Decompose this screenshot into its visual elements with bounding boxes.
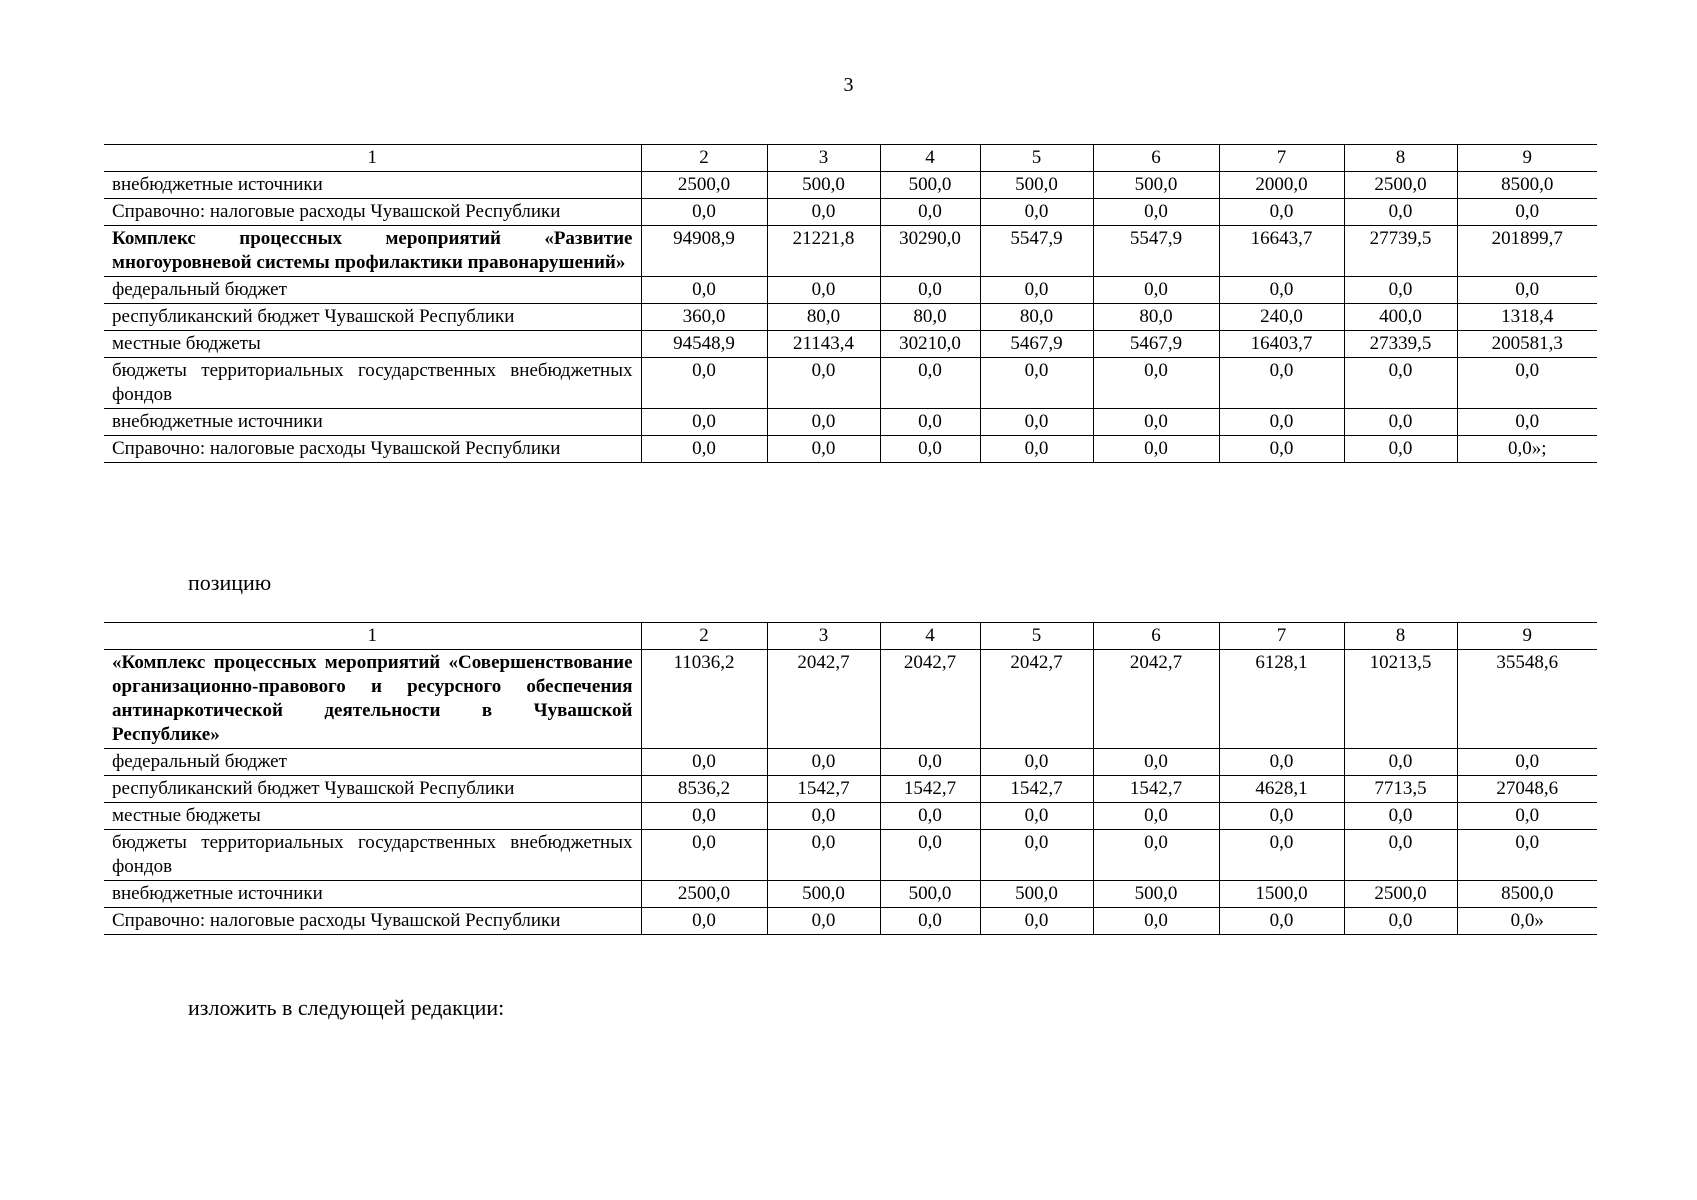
value-cell: 80,0	[767, 304, 880, 331]
table-row	[104, 749, 1597, 776]
value-cell: 80,0	[1093, 304, 1219, 331]
value-cell: 0,0	[880, 199, 980, 226]
value-cell: 0,0	[1093, 409, 1219, 436]
instruction-text: изложить в следующей редакции:	[188, 995, 505, 1020]
row-label: внебюджетные источники	[112, 883, 323, 904]
value-cell: 500,0	[1093, 172, 1219, 199]
value-cell: 6128,1	[1219, 650, 1344, 749]
value-cell: 2500,0	[641, 881, 767, 908]
table-row	[104, 436, 1597, 463]
value-cell: 2042,7	[1093, 650, 1219, 749]
value-cell: 10213,5	[1344, 650, 1457, 749]
value-cell: 30290,0	[880, 226, 980, 277]
value-cell: 1542,7	[1093, 776, 1219, 803]
value-cell: 5467,9	[1093, 331, 1219, 358]
value-cell: 0,0	[1457, 199, 1597, 226]
value-cell: 1542,7	[880, 776, 980, 803]
value-cell: 21221,8	[767, 226, 880, 277]
row-label: Комплекс процессных мероприятий «Развитие многоуровневой системы профилактики правонарушений»	[112, 228, 633, 273]
value-cell: 5547,9	[980, 226, 1093, 277]
value-cell: 360,0	[641, 304, 767, 331]
value-cell: 0,0	[980, 199, 1093, 226]
value-cell: 2500,0	[641, 172, 767, 199]
column-header: 6	[1093, 623, 1219, 650]
value-cell: 0,0	[880, 436, 980, 463]
value-cell: 80,0	[980, 304, 1093, 331]
value-cell: 30210,0	[880, 331, 980, 358]
value-cell: 0,0	[767, 749, 880, 776]
column-header: 1	[367, 625, 377, 646]
value-cell: 0,0	[1344, 358, 1457, 409]
value-cell: 240,0	[1219, 304, 1344, 331]
value-cell: 2042,7	[880, 650, 980, 749]
table-row	[104, 358, 1597, 409]
column-header: 6	[1093, 145, 1219, 172]
row-label: Справочно: налоговые расходы Чувашской Республики	[112, 910, 561, 931]
value-cell: 0,0	[1457, 358, 1597, 409]
value-cell: 0,0	[1219, 803, 1344, 830]
value-cell: 21143,4	[767, 331, 880, 358]
table-row	[104, 409, 1597, 436]
value-cell: 0,0	[880, 358, 980, 409]
value-cell: 94908,9	[641, 226, 767, 277]
value-cell: 0,0	[880, 830, 980, 881]
row-label: внебюджетные источники	[112, 411, 323, 432]
value-cell: 8500,0	[1457, 881, 1597, 908]
value-cell: 16643,7	[1219, 226, 1344, 277]
value-cell: 0,0	[880, 277, 980, 304]
instruction-text: позицию	[188, 570, 272, 595]
value-cell: 0,0	[1457, 749, 1597, 776]
value-cell: 500,0	[767, 172, 880, 199]
value-cell: 8536,2	[641, 776, 767, 803]
value-cell: 0,0	[880, 749, 980, 776]
budget-table-2	[104, 622, 1597, 935]
value-cell: 5467,9	[980, 331, 1093, 358]
value-cell: 2000,0	[1219, 172, 1344, 199]
value-cell: 0,0	[1093, 436, 1219, 463]
value-cell: 0,0	[1219, 830, 1344, 881]
column-header: 9	[1457, 623, 1597, 650]
value-cell: 0,0	[880, 908, 980, 935]
value-cell: 0,0	[980, 749, 1093, 776]
value-cell: 0,0	[1457, 803, 1597, 830]
value-cell: 500,0	[767, 881, 880, 908]
value-cell: 0,0	[980, 358, 1093, 409]
row-label: внебюджетные источники	[112, 174, 323, 195]
value-cell: 0,0	[767, 436, 880, 463]
row-label: «Комплекс процессных мероприятий «Совершенствование организационно-правового и ресурсного обеспечения антинаркотической деятельности в Чувашской Республике»	[112, 652, 633, 745]
column-header: 2	[641, 145, 767, 172]
row-label: Справочно: налоговые расходы Чувашской Республики	[112, 201, 561, 222]
value-cell: 0,0	[980, 277, 1093, 304]
row-label: федеральный бюджет	[112, 279, 287, 300]
value-cell: 8500,0	[1457, 172, 1597, 199]
value-cell: 0,0	[767, 409, 880, 436]
value-cell: 0,0	[767, 830, 880, 881]
value-cell: 0,0	[1219, 409, 1344, 436]
budget-table-1	[104, 144, 1597, 463]
value-cell: 0,0	[980, 436, 1093, 463]
table-row	[104, 881, 1597, 908]
column-header: 9	[1457, 145, 1597, 172]
value-cell: 0,0	[641, 199, 767, 226]
value-cell: 0,0	[1219, 199, 1344, 226]
value-cell: 0,0	[641, 830, 767, 881]
column-header: 8	[1344, 145, 1457, 172]
value-cell: 0,0	[767, 277, 880, 304]
table-row	[104, 650, 1597, 749]
value-cell: 0,0	[1093, 199, 1219, 226]
value-cell: 0,0	[767, 199, 880, 226]
column-header: 3	[767, 623, 880, 650]
column-header: 7	[1219, 623, 1344, 650]
value-cell: 200581,3	[1457, 331, 1597, 358]
value-cell: 1542,7	[980, 776, 1093, 803]
value-cell: 0,0	[641, 358, 767, 409]
column-header: 5	[980, 623, 1093, 650]
row-label: республиканский бюджет Чувашской Республики	[112, 306, 515, 327]
value-cell: 500,0	[1093, 881, 1219, 908]
value-cell: 0,0	[1219, 358, 1344, 409]
value-cell: 0,0	[767, 803, 880, 830]
row-label: местные бюджеты	[112, 805, 261, 826]
value-cell: 400,0	[1344, 304, 1457, 331]
value-cell: 0,0»;	[1457, 436, 1597, 463]
table-header-row	[104, 145, 1597, 172]
table-row	[104, 776, 1597, 803]
row-label: бюджеты территориальных государственных внебюджетных фондов	[112, 360, 633, 405]
value-cell: 0,0	[1457, 830, 1597, 881]
value-cell: 0,0	[1219, 436, 1344, 463]
value-cell: 0,0	[980, 409, 1093, 436]
value-cell: 27339,5	[1344, 331, 1457, 358]
value-cell: 500,0	[880, 172, 980, 199]
value-cell: 0,0	[1093, 358, 1219, 409]
value-cell: 0,0	[641, 908, 767, 935]
table-row	[104, 226, 1597, 277]
value-cell: 2042,7	[767, 650, 880, 749]
table-row	[104, 199, 1597, 226]
value-cell: 0,0	[641, 749, 767, 776]
value-cell: 2042,7	[980, 650, 1093, 749]
value-cell: 0,0	[1093, 830, 1219, 881]
table-row	[104, 172, 1597, 199]
value-cell: 7713,5	[1344, 776, 1457, 803]
value-cell: 1542,7	[767, 776, 880, 803]
page-number: 3	[843, 74, 854, 96]
value-cell: 0,0	[980, 830, 1093, 881]
table-row	[104, 277, 1597, 304]
value-cell: 0,0	[1344, 409, 1457, 436]
value-cell: 0,0	[1093, 749, 1219, 776]
value-cell: 500,0	[880, 881, 980, 908]
value-cell: 35548,6	[1457, 650, 1597, 749]
column-header: 8	[1344, 623, 1457, 650]
column-header: 1	[367, 147, 377, 168]
value-cell: 0,0	[641, 409, 767, 436]
value-cell: 11036,2	[641, 650, 767, 749]
value-cell: 0,0	[1219, 908, 1344, 935]
table-row	[104, 908, 1597, 935]
value-cell: 0,0	[1219, 277, 1344, 304]
value-cell: 0,0	[1344, 199, 1457, 226]
value-cell: 0,0	[641, 803, 767, 830]
value-cell: 500,0	[980, 881, 1093, 908]
value-cell: 0,0	[767, 908, 880, 935]
column-header: 4	[880, 145, 980, 172]
table-row	[104, 803, 1597, 830]
value-cell: 4628,1	[1219, 776, 1344, 803]
value-cell: 27739,5	[1344, 226, 1457, 277]
value-cell: 0,0	[1093, 803, 1219, 830]
value-cell: 0,0	[1344, 908, 1457, 935]
value-cell: 0,0	[641, 436, 767, 463]
table-row	[104, 331, 1597, 358]
value-cell: 0,0	[1344, 436, 1457, 463]
table-header-row	[104, 623, 1597, 650]
row-label: Справочно: налоговые расходы Чувашской Республики	[112, 438, 561, 459]
value-cell: 0,0	[1457, 409, 1597, 436]
value-cell: 0,0	[1093, 908, 1219, 935]
value-cell: 0,0	[880, 803, 980, 830]
column-header: 4	[880, 623, 980, 650]
column-header: 2	[641, 623, 767, 650]
value-cell: 2500,0	[1344, 881, 1457, 908]
row-label: местные бюджеты	[112, 333, 261, 354]
row-label: бюджеты территориальных государственных внебюджетных фондов	[112, 832, 633, 877]
value-cell: 0,0	[880, 409, 980, 436]
value-cell: 0,0	[1344, 749, 1457, 776]
value-cell: 5547,9	[1093, 226, 1219, 277]
value-cell: 0,0	[1219, 749, 1344, 776]
value-cell: 0,0	[1344, 830, 1457, 881]
value-cell: 2500,0	[1344, 172, 1457, 199]
value-cell: 0,0	[980, 908, 1093, 935]
value-cell: 94548,9	[641, 331, 767, 358]
value-cell: 1318,4	[1457, 304, 1597, 331]
value-cell: 0,0	[1093, 277, 1219, 304]
value-cell: 0,0	[1344, 277, 1457, 304]
column-header: 7	[1219, 145, 1344, 172]
value-cell: 0,0	[767, 358, 880, 409]
row-label: федеральный бюджет	[112, 751, 287, 772]
column-header: 3	[767, 145, 880, 172]
value-cell: 0,0»	[1457, 908, 1597, 935]
row-label: республиканский бюджет Чувашской Республики	[112, 778, 515, 799]
value-cell: 27048,6	[1457, 776, 1597, 803]
value-cell: 0,0	[1457, 277, 1597, 304]
value-cell: 16403,7	[1219, 331, 1344, 358]
table-row	[104, 304, 1597, 331]
value-cell: 80,0	[880, 304, 980, 331]
value-cell: 0,0	[641, 277, 767, 304]
value-cell: 0,0	[1344, 803, 1457, 830]
value-cell: 0,0	[980, 803, 1093, 830]
table-row	[104, 830, 1597, 881]
value-cell: 500,0	[980, 172, 1093, 199]
column-header: 5	[980, 145, 1093, 172]
value-cell: 201899,7	[1457, 226, 1597, 277]
value-cell: 1500,0	[1219, 881, 1344, 908]
